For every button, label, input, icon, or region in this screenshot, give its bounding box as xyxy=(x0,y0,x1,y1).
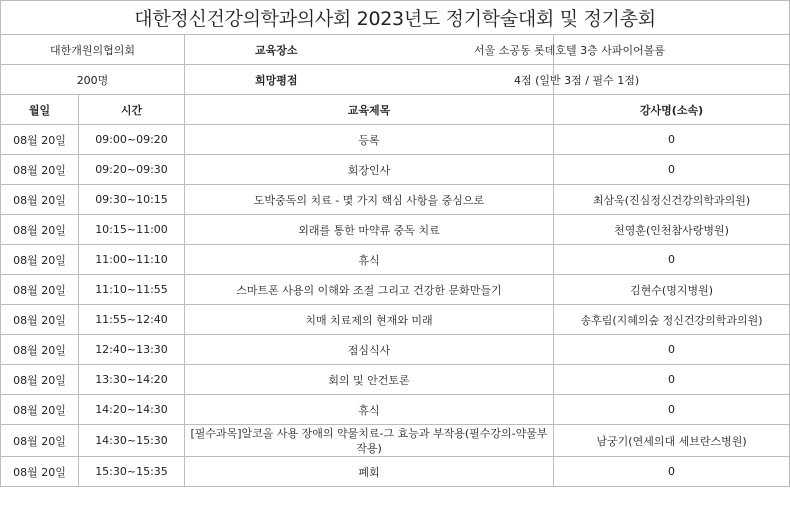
cell-date: 08월 20일 xyxy=(1,155,79,185)
cell-lecturer: 남궁기(연세의대 세브란스병원) xyxy=(554,425,790,457)
cell-lecturer: 0 xyxy=(554,155,790,185)
header-row xyxy=(1,95,790,125)
cell-subject: 등록 xyxy=(185,125,554,155)
cell-date: 08월 20일 xyxy=(1,185,79,215)
cell-time: 11:00~11:10 xyxy=(79,245,185,275)
table-row xyxy=(1,335,790,365)
cell-date: 08월 20일 xyxy=(1,245,79,275)
table-row xyxy=(1,275,790,305)
table-row xyxy=(1,457,790,487)
location-value: 서울 소공동 롯데호텔 3층 사파이어볼룸 xyxy=(474,44,665,57)
cell-subject: [필수과목]알코올 사용 장애의 약물치료-그 효능과 부작용(필수강의-약물부작용) xyxy=(185,425,554,457)
cell-lecturer: 0 xyxy=(554,457,790,487)
cell-lecturer: 0 xyxy=(554,125,790,155)
info-row-location xyxy=(1,35,790,65)
header-lecturer: 강사명(소속) xyxy=(554,95,790,125)
cell-time: 09:20~09:30 xyxy=(79,155,185,185)
cell-time: 14:30~15:30 xyxy=(79,425,185,457)
table-row xyxy=(1,245,790,275)
table-row xyxy=(1,185,790,215)
cell-time: 09:00~09:20 xyxy=(79,125,185,155)
cell-date: 08월 20일 xyxy=(1,125,79,155)
cell-date: 08월 20일 xyxy=(1,365,79,395)
cell-subject: 폐회 xyxy=(185,457,554,487)
cell-subject: 휴식 xyxy=(185,245,554,275)
header-date: 월일 xyxy=(1,95,79,125)
cell-lecturer: 천영훈(인천참사랑병원) xyxy=(554,215,790,245)
cell-time: 10:15~11:00 xyxy=(79,215,185,245)
cell-lecturer: 0 xyxy=(554,335,790,365)
table-row xyxy=(1,425,790,457)
table-row xyxy=(1,215,790,245)
cell-subject: 외래를 통한 마약류 중독 치료 xyxy=(185,215,554,245)
cell-subject: 점심식사 xyxy=(185,335,554,365)
cell-lecturer: 0 xyxy=(554,365,790,395)
cell-time: 12:40~13:30 xyxy=(79,335,185,365)
capacity-cell: 200명 xyxy=(1,65,185,95)
cell-time: 13:30~14:20 xyxy=(79,365,185,395)
cell-date: 08월 20일 xyxy=(1,457,79,487)
cell-time: 09:30~10:15 xyxy=(79,185,185,215)
cell-lecturer: 송후림(지혜의숲 정신건강의학과의원) xyxy=(554,305,790,335)
table-row xyxy=(1,365,790,395)
cell-subject: 휴식 xyxy=(185,395,554,425)
table-row xyxy=(1,395,790,425)
cell-subject: 회의 및 안건토론 xyxy=(185,365,554,395)
cell-date: 08월 20일 xyxy=(1,305,79,335)
cell-date: 08월 20일 xyxy=(1,215,79,245)
location-label: 교육장소 xyxy=(185,35,554,65)
cell-date: 08월 20일 xyxy=(1,425,79,457)
info-row-credit xyxy=(1,65,790,95)
cell-time: 11:55~12:40 xyxy=(79,305,185,335)
cell-date: 08월 20일 xyxy=(1,275,79,305)
credit-label: 희망평점 xyxy=(185,65,554,95)
cell-subject: 치매 치료제의 현재와 미래 xyxy=(185,305,554,335)
table-row xyxy=(1,155,790,185)
table-row xyxy=(1,305,790,335)
organizer-cell: 대한개원의협의회 xyxy=(1,35,185,65)
cell-time: 15:30~15:35 xyxy=(79,457,185,487)
cell-time: 14:20~14:30 xyxy=(79,395,185,425)
cell-date: 08월 20일 xyxy=(1,395,79,425)
page-title: 대한정신건강의학과의사회 2023년도 정기학술대회 및 정기총회 xyxy=(1,1,790,35)
cell-lecturer: 최삼욱(진심정신건강의학과의원) xyxy=(554,185,790,215)
cell-lecturer: 0 xyxy=(554,245,790,275)
credit-value: 4점 (일반 3점 / 필수 1점) xyxy=(514,74,640,87)
header-subject: 교육제목 xyxy=(185,95,554,125)
header-time: 시간 xyxy=(79,95,185,125)
cell-lecturer: 김현수(명지병원) xyxy=(554,275,790,305)
cell-time: 11:10~11:55 xyxy=(79,275,185,305)
cell-subject: 회장인사 xyxy=(185,155,554,185)
table-row xyxy=(1,125,790,155)
cell-subject: 도박중독의 치료 - 몇 가지 핵심 사항을 중심으로 xyxy=(185,185,554,215)
cell-subject: 스마트폰 사용의 이해와 조절 그리고 건강한 문화만들기 xyxy=(185,275,554,305)
cell-lecturer: 0 xyxy=(554,395,790,425)
cell-date: 08월 20일 xyxy=(1,335,79,365)
